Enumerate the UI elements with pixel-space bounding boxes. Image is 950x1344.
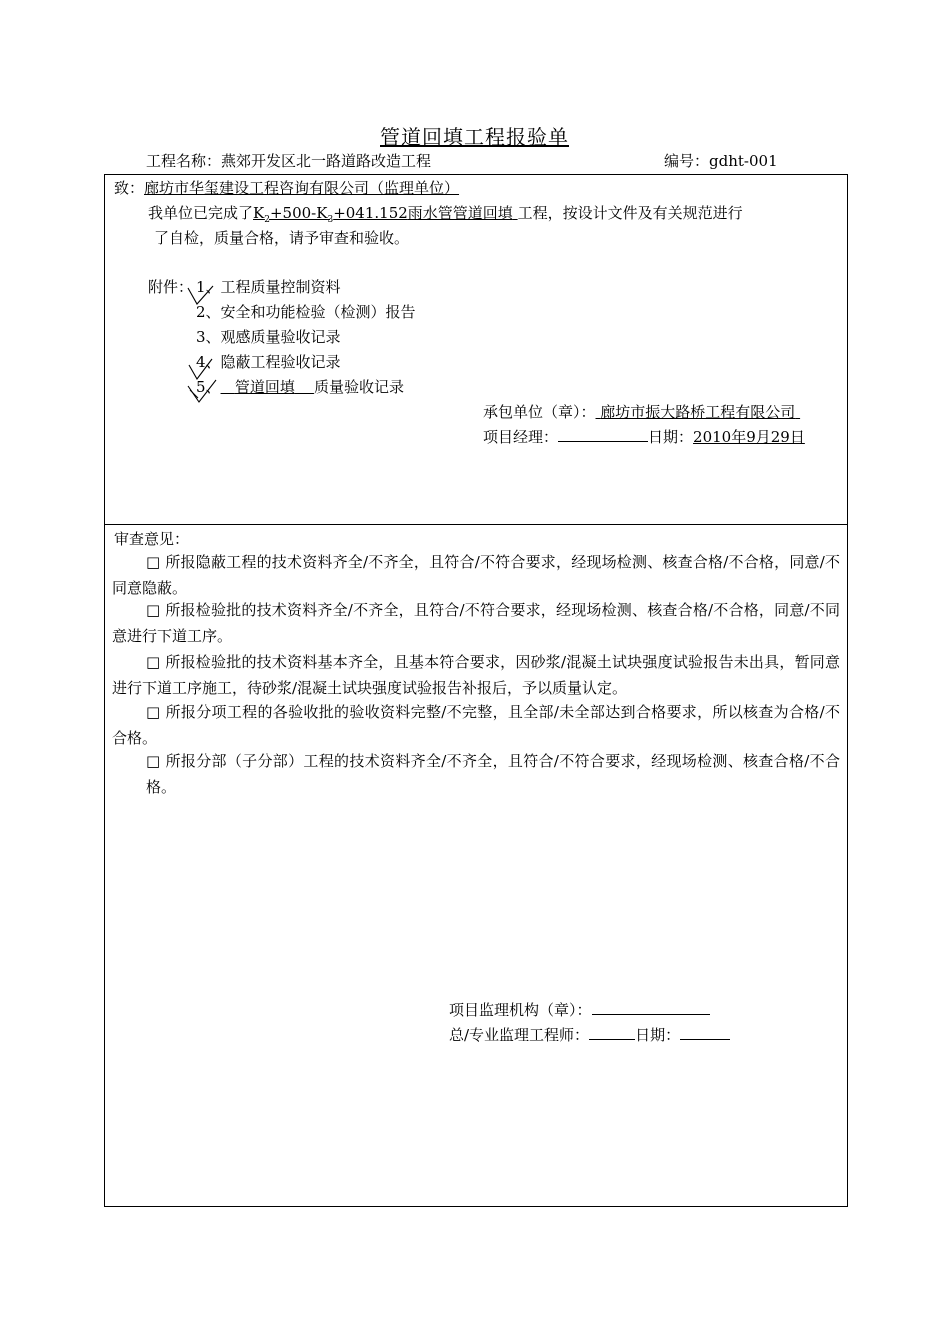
attachment-item-3 [196, 327, 341, 347]
engineer-date-row [449, 1025, 730, 1045]
attachment-text: 工程质量控制资料 [220, 278, 341, 296]
station-k-start-sub: 2 [264, 215, 270, 225]
attachment-text: 观感质量验收记录 [220, 328, 341, 346]
checkmark-icon [186, 282, 216, 308]
engineer-date-label: 日期： [635, 1026, 681, 1044]
manager-date-row [483, 427, 805, 447]
attachment-num: 4、 [196, 353, 221, 371]
attachment-text: 安全和功能检验（检测）报告 [220, 303, 416, 321]
statement-prefix: 我单位已完成了 [148, 204, 254, 222]
contractor-label: 承包单位（章）： [483, 403, 596, 421]
attachments-label: 附件： [148, 278, 194, 296]
attachment-num: 5、 [196, 378, 221, 396]
supervision-org-blank [592, 1000, 710, 1015]
addressee-company: 廊坊市华玺建设工程咨询有限公司（监理单位） [144, 179, 460, 197]
section-divider [104, 524, 848, 525]
checkmark-icon [186, 376, 220, 406]
work-name: 雨水管管道回填 [407, 204, 513, 222]
statement-suffix: 工程，按设计文件及有关规范进行 [517, 204, 743, 222]
attachment-blank-text [221, 378, 314, 396]
addressee-label: 致： [114, 179, 145, 197]
contractor-row [483, 402, 800, 422]
review-option-2: □ 所报检验批的技术资料齐全/不齐全，且符合/不符合要求，经现场检测、核查合格/不合格，同意/不同意进行下道工序。 [112, 601, 840, 645]
station-k-start: K [253, 204, 265, 222]
project-name-value: 燕郊开发区北一路道路改造工程 [221, 152, 432, 170]
document-number-value: gdht-001 [709, 152, 778, 170]
addressee-row [114, 178, 459, 198]
review-option-1: □ 所报隐蔽工程的技术资料齐全/不齐全，且符合/不符合要求，经现场检测、核查合格/不合格，同意/不同意隐蔽。 [112, 553, 840, 597]
manager-signature-blank [558, 427, 648, 442]
station-end: +041.152 [333, 204, 408, 222]
engineer-signature-blank [589, 1025, 635, 1040]
engineer-label: 总/专业监理工程师： [449, 1026, 590, 1044]
contractor-name-value: 廊坊市振大路桥工程有限公司 [600, 403, 796, 421]
supervision-org-row [449, 1000, 710, 1020]
project-name-label: 工程名称： [146, 152, 222, 170]
attachment-num: 3、 [196, 328, 221, 346]
completion-statement-line1 [148, 203, 743, 230]
completion-statement-line2: 了自检，质量合格，请予审查和验收。 [154, 229, 410, 247]
station-range [253, 204, 518, 225]
attachment-item-1 [196, 277, 341, 297]
manager-label: 项目经理： [483, 428, 559, 446]
review-option-5: □ 所报分部（子分部）工程的技术资料齐全/不齐全，且符合/不符合要求，经现场检测、核查合格/不合格。 [146, 752, 840, 796]
attachment-text: 隐蔽工程验收记录 [220, 353, 341, 371]
attachment-text: 质量验收记录 [313, 378, 404, 396]
engineer-date-blank [680, 1025, 730, 1040]
attachment-num: 2、 [196, 303, 221, 321]
review-option-3: □ 所报检验批的技术资料基本齐全，且基本符合要求，因砂浆/混凝土试块强度试验报告未出具，暂同意进行下道工序施工，待砂浆/混凝土试块强度试验报告补报后，予以质量认定。 [112, 653, 840, 697]
attachment-item-4 [196, 352, 341, 372]
contractor-name [596, 403, 801, 421]
attachment-blank-value: 管道回填 [234, 378, 295, 396]
document-number-label: 编号： [664, 152, 710, 170]
review-option-4: □ 所报分项工程的各验收批的验收资料完整/不完整，且全部/未全部达到合格要求，所以核查为合格/不合格。 [112, 703, 840, 747]
station-k-end-sub: 3 [327, 215, 334, 225]
page-title: 管道回填工程报验单 [380, 125, 569, 149]
attachment-num: 1、 [196, 278, 221, 296]
attachment-item-2 [196, 302, 416, 322]
supervision-org-label: 项目监理机构（章）： [449, 1001, 592, 1019]
review-heading: 审查意见： [114, 530, 190, 548]
date-value: 2010年9月29日 [693, 428, 805, 446]
project-name-row [146, 151, 431, 171]
date-label: 日期： [648, 428, 694, 446]
attachment-item-5 [196, 377, 404, 397]
station-mid: +500-K [269, 204, 328, 222]
document-number-row [664, 151, 778, 171]
